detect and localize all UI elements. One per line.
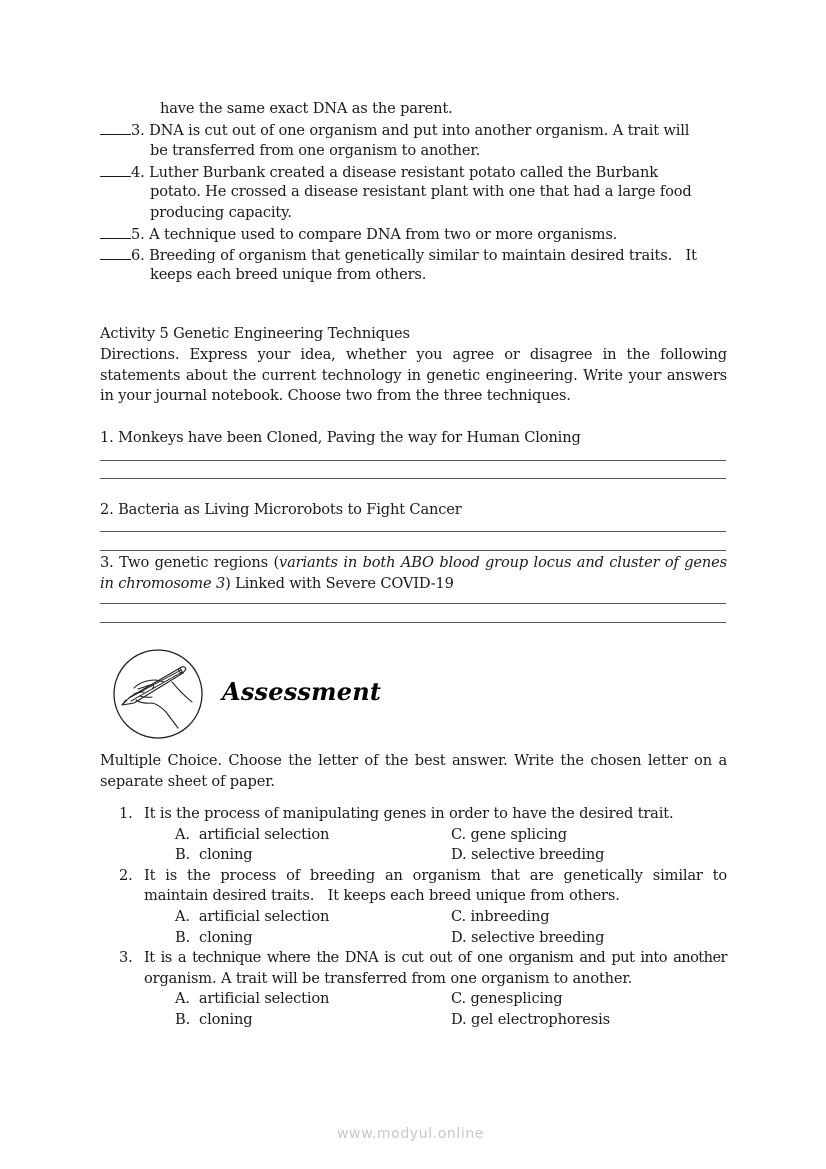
question-3-choice-c[interactable]: C. genesplicing (451, 990, 563, 1007)
question-1-choice-c[interactable]: C. gene splicing (451, 826, 567, 843)
answer-line[interactable] (100, 460, 726, 461)
answer-line[interactable] (100, 622, 726, 623)
answer-blank[interactable] (100, 245, 131, 260)
question-1-choice-b[interactable]: B. cloning (175, 846, 253, 863)
question-3-choice-a[interactable]: A. artificial selection (175, 990, 330, 1007)
question-1-text: It is the process of manipulating genes in order to have the desired trait. (144, 805, 674, 822)
question-2-choice-b[interactable]: B. cloning (175, 929, 253, 946)
question-3-text-line1: It is a technique where the DNA is cut out of one organism and put into another (144, 949, 727, 966)
previous-item-continuation: have the same exact DNA as the parent. (160, 100, 453, 117)
statement-2: 2. Bacteria as Living Microrobots to Fight Cancer (100, 501, 462, 518)
matching-item-6-line2: keeps each breed unique from others. (150, 266, 427, 283)
answer-blank[interactable] (100, 162, 131, 177)
answer-line[interactable] (100, 531, 726, 532)
assessment-heading: Assessment (222, 677, 382, 706)
question-2-choice-c[interactable]: C. inbreeding (451, 908, 550, 925)
answer-line[interactable] (100, 478, 726, 479)
watermark: www.modyul.online (337, 1126, 485, 1142)
matching-item-4-line3: producing capacity. (150, 204, 292, 221)
question-3-text-line2: organism. A trait will be transferred from one organism to another. (144, 970, 633, 987)
question-3-number: 3. (119, 949, 133, 966)
matching-item-4-line2: potato. He crossed a disease resistant plant with one that had a large food (150, 183, 692, 200)
activity-directions: Directions. Express your idea, whether you agree or disagree in the following statements about the current technology in genetic engineering. Write your answers in your journal notebook. Choose two from the three techniques. (100, 346, 727, 405)
question-3-choice-d[interactable]: D. gel electrophoresis (451, 1011, 610, 1028)
question-2-number: 2. (119, 867, 133, 884)
question-1-choice-d[interactable]: D. selective breeding (451, 846, 605, 863)
matching-item-5: 5. A technique used to compare DNA from two or more organisms. (100, 224, 617, 246)
activity-title: Activity 5 Genetic Engineering Techniques (100, 325, 410, 342)
question-2-choice-a[interactable]: A. artificial selection (175, 908, 330, 925)
question-2-choice-d[interactable]: D. selective breeding (451, 929, 605, 946)
question-1-number: 1. (119, 805, 133, 822)
statement-3: 3. Two genetic regions (variants in both ABO blood group locus and cluster of genes in chromosome 3) Linked with Severe COVID-19 (100, 554, 727, 592)
matching-item-3-line2: be transferred from one organism to another. (150, 142, 481, 159)
answer-blank[interactable] (100, 120, 131, 135)
question-1-choice-a[interactable]: A. artificial selection (175, 826, 330, 843)
question-3-choice-b[interactable]: B. cloning (175, 1011, 253, 1028)
question-2-text-line1: It is the process of breeding an organism that are genetically similar to (144, 867, 727, 884)
matching-item-6: 6. Breeding of organism that genetically similar to maintain desired traits. It (100, 245, 697, 267)
assessment-instructions: Multiple Choice. Choose the letter of the best answer. Write the chosen letter on a separate sheet of paper. (100, 752, 727, 790)
answer-line[interactable] (100, 550, 726, 551)
hand-writing-pencil-icon (112, 648, 204, 740)
matching-item-3: 3. DNA is cut out of one organism and put into another organism. A trait will (100, 120, 689, 142)
matching-item-4: 4. Luther Burbank created a disease resistant potato called the Burbank (100, 162, 658, 184)
answer-line[interactable] (100, 603, 726, 604)
question-2-text-line2: maintain desired traits. It keeps each breed unique from others. (144, 887, 620, 904)
statement-1: 1. Monkeys have been Cloned, Paving the way for Human Cloning (100, 429, 581, 446)
answer-blank[interactable] (100, 224, 131, 239)
